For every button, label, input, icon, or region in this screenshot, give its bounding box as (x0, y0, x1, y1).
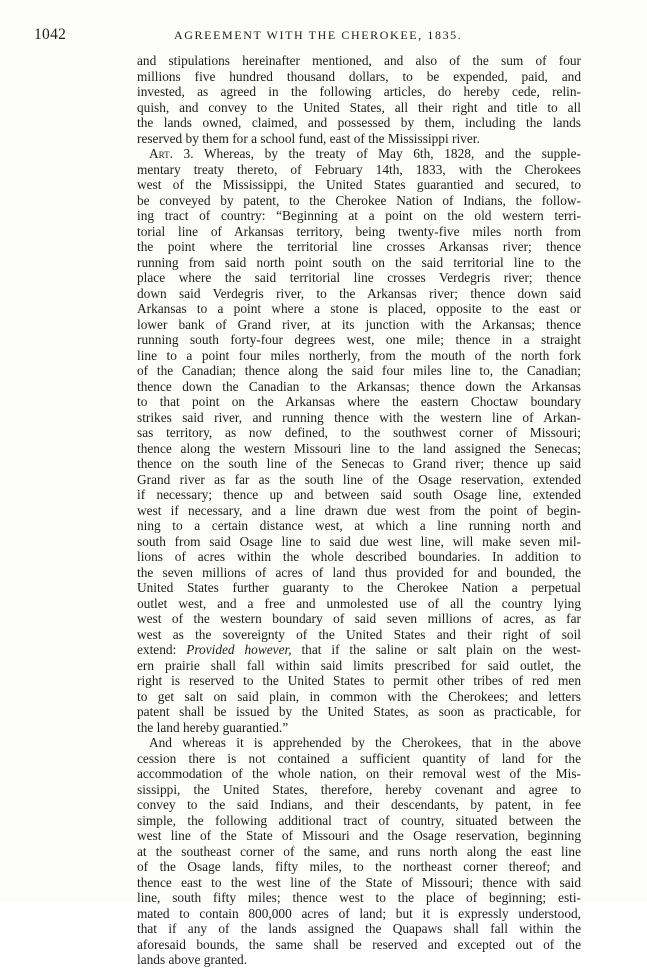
text-line: Arkansas to a point where a stone is placed, opposite to the east or (137, 301, 581, 316)
text-line: west if necessary, and a line drawn due west from the point of begin- (137, 502, 581, 518)
text-line: Grand river as far as the south line of the Osage reservation, extended (137, 471, 581, 487)
text-line: mated to contain 800,000 acres of land; but it is expressly understood, (137, 905, 581, 921)
text-line: at the southeast corner of the same, and runs north along the east line (137, 843, 581, 859)
text-line: lands above granted. (137, 952, 248, 967)
text-line: line to a point four miles northerly, from the mouth of the north fork (137, 347, 581, 363)
text-line: and stipulations hereinafter mentioned, and also of the sum of four (137, 53, 581, 68)
text-line: line, south fifty miles; thence west to the place of beginning; esti- (137, 890, 581, 905)
text-line: reserved by them for a school fund, east of the Mississippi river. (137, 130, 480, 146)
text-line: ing tract of country: “Beginning at a point on the old western terri- (137, 208, 581, 223)
text-line: cession there is not contained a sufficient quantity of land for the (137, 750, 581, 766)
provided-however-italic: Provided however, (186, 642, 292, 657)
text-line: United States further guaranty to the Cherokee Nation a perpetual (137, 580, 581, 595)
text-line: of the Osage lands, fifty miles, to the northeast corner thereof; and (137, 859, 581, 874)
text-line: west of the western boundary of said seven millions of acres, as far (137, 611, 581, 626)
text-line: that if any of the lands assigned the Quapaws shall fall within the (137, 921, 581, 936)
text-line: torial line of Arkansas territory, being twenty-five miles north from (137, 223, 581, 239)
text-line: running from said north point south on the said territorial line to the (137, 254, 581, 270)
text-line: the lands owned, claimed, and possessed by them, including the lands (137, 115, 581, 130)
text-line: strikes said river, and running thence with the western line of Arkan- (137, 409, 581, 425)
text-line: thence on the south line of the Senecas to Grand river; thence up said (137, 456, 581, 471)
text-line: outlet west, and a free and unmolested use of all the country lying (137, 595, 581, 611)
text-line: mentary treaty thereto, of February 14th, 1833, with the Cherokees (137, 161, 581, 177)
text-line: the seven millions of acres of land thus provided for and bounded, the (137, 564, 581, 580)
text-line: invested, as agreed in the following articles, do hereby cede, relin- (137, 84, 581, 99)
text-line: thence east to the west line of the State of Missouri; thence with said (137, 874, 581, 890)
text-line: to get salt on said plain, in common with the Cherokees; and letters (137, 688, 581, 704)
text-line: south from said Osage line to said due west line, will make seven mil- (137, 533, 581, 549)
page-number: 1042 (34, 26, 67, 43)
text-line: of the Canadian; thence along the said four miles line to, the Canadian; (137, 363, 581, 378)
text-line: convey to the said Indians, and their descendants, by patent, in fee (137, 797, 581, 812)
text-line: to that point on the Arkansas where the eastern Choctaw boundary (137, 394, 581, 409)
text-line-article-3 (137, 146, 581, 162)
text-line: down said Verdegris river, to the Arkansas river; thence down said (137, 285, 581, 301)
text-line: if necessary; thence up and between said south Osage line, extended (137, 487, 581, 502)
article-label: Art. 3. (149, 146, 194, 161)
text-line: sas territory, as now defined, to the southwest corner of Missouri; (137, 425, 581, 440)
text-line: millions five hundred thousand dollars, to be expended, paid, and (137, 68, 581, 84)
text-line: west line of the State of Missouri and the Osage reservation, beginning (137, 828, 581, 843)
text-line: the point where the territorial line crosses Arkansas river; thence (137, 239, 581, 254)
text-line: running south forty-four degrees west, one mile; thence in a straight (137, 332, 581, 347)
text-line: And whereas it is apprehended by the Cherokees, that in the above (149, 735, 581, 750)
text-fragment: that if the saline or salt plain on the west- (291, 642, 581, 657)
text-line: thence down the Canadian to the Arkansas; thence down the Arkansas (137, 378, 581, 394)
text-line: quish, and convey to the United States, all their right and title to all (137, 99, 581, 115)
text-line: aforesaid bounds, the same shall be reserved and excepted out of the (137, 936, 581, 952)
text-line-proviso (137, 642, 581, 658)
text-fragment: Whereas, by the treaty of May 6th, 1828, and the supple- (193, 146, 581, 161)
page-header (34, 26, 614, 46)
text-line: right is reserved to the United States to permit other tribes of red men (137, 673, 581, 688)
text-line: west of the Mississippi, the United States guarantied and secured, to (137, 177, 581, 192)
running-head: AGREEMENT WITH THE CHEROKEE, 1835. (174, 28, 463, 42)
text-line: accommodation of the whole nation, on their removal west of the Mis- (137, 766, 581, 781)
text-line: thence along the western Missouri line to the land assigned the Senecas; (137, 440, 581, 456)
text-line: lower bank of Grand river, at its junction with the Arkansas; thence (137, 316, 581, 332)
text-line: ning to a certain distance west, at which a line running north and (137, 518, 581, 533)
text-line: lions of acres within the whole described boundaries. In addition to (137, 549, 581, 564)
text-line: sissippi, the United States, therefore, hereby covenant and agree to (137, 781, 581, 797)
text-fragment: extend: (137, 642, 177, 657)
text-line: ern prairie shall fall within said limits prescribed for said outlet, the (137, 657, 581, 673)
text-line: the land hereby guarantied.” (137, 719, 289, 735)
text-line: simple, the following additional tract of country, situated between the (137, 812, 581, 828)
text-line: place where the said territorial line crosses Verdegris river; thence (137, 270, 581, 285)
text-line: patent shall be issued by the United States, as soon as practicable, for (137, 704, 581, 719)
body-text (137, 53, 581, 968)
text-line: be conveyed by patent, to the Cherokee Nation of Indians, the follow- (137, 192, 581, 208)
text-line: west as the sovereignty of the United States and their right of soil (137, 626, 581, 642)
